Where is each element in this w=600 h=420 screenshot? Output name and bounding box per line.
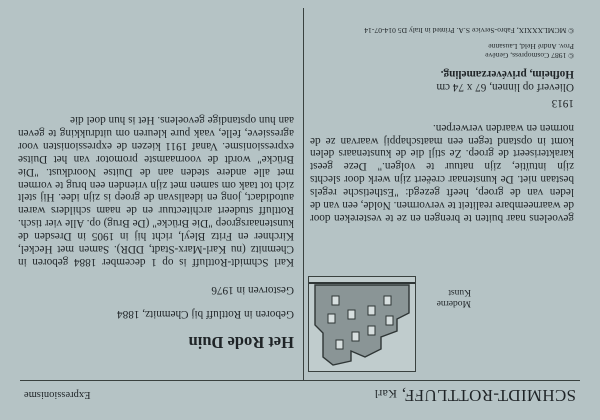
biography-column: [18, 113, 294, 268]
artist-surname: SCHMIDT-ROTTLUFF,: [401, 386, 576, 405]
image-source-line2: Kunst: [448, 287, 471, 297]
copyright-block: [310, 42, 574, 60]
copyright-line1: © 1987 Cosmopress, Genève: [485, 51, 574, 60]
artist-first-name: Karl: [374, 387, 397, 401]
artwork-title: Het Rode Duin: [188, 333, 294, 352]
card-header: [20, 380, 580, 405]
artwork-collection: Hofheim, privéverzameling.: [440, 68, 574, 80]
commentary-text: gevoelens naar buiten te brengen en ze te vestereken door de waarneembare realiteit te vervormen. Nolde, een van de leden van de groep, heeft gezegd: "Esthetische regels bestaan niet. De kunstenaar creëert zijn werk door slechts zijn intuïtie, zijn natuur te volgen." Deze geest karakteriseert de groep. Ze stijl die de kunstenaars delen komt in opstand tegen een maatschappij waarvan ze de normen en waarden verwerpen.: [309, 121, 574, 224]
biography-text: Karl Schmidt-Rottluff is op 1 december 1884 geboren in Chemnitz (nu Karl-Marx-Stadt, DDR). Samen met Heckel, Kirchner en Fritz Bleyl, richt hij in 1905 in Dresden de kunstenaarsgroep "Die Brücke" (De Brug) op. Alle vier tisch. Rottluff studeert architectuur en de naam schilders waren autodidact, jong en idealisvan de groep is zijn idee. Hij stelt zich tot taak om samen met zijn vrienden een brug te vormen met alle andere steden aan de Duitse Noordkust. "Die Brücke" wordt de voornaamste promotor van het Duitse expressionisme. Vanaf 1911 kiezen de expressionisten voor agressieve, felle, vaak pure kleuren om uitdrukking te geven aan hun opstandige gevoelens. Het is hun doel die: [18, 114, 294, 268]
artist-name: [374, 385, 576, 405]
movement-label: Expressionisme: [24, 389, 91, 400]
copyright-line2: Prov. André Held, Lausanne: [488, 42, 574, 51]
artist-birth: Geboren in Rottluff bij Chemnitz, 1884: [117, 308, 294, 320]
column-divider: [303, 8, 304, 380]
artwork-medium: Olieverf op linnen, 67 x 74 cm: [436, 81, 574, 93]
image-source-line1: Moderne: [436, 298, 471, 308]
image-source: [437, 286, 471, 308]
commentary-column: [310, 121, 574, 224]
printer-line: © MCMLXXXIX, Fabro-Service S.A. Printed in Italy D5 014-07-14: [364, 26, 574, 35]
artist-death: Gestorven in 1976: [211, 284, 294, 296]
artwork-year: 1913: [551, 97, 574, 109]
painting-thumbnail: [308, 276, 416, 372]
